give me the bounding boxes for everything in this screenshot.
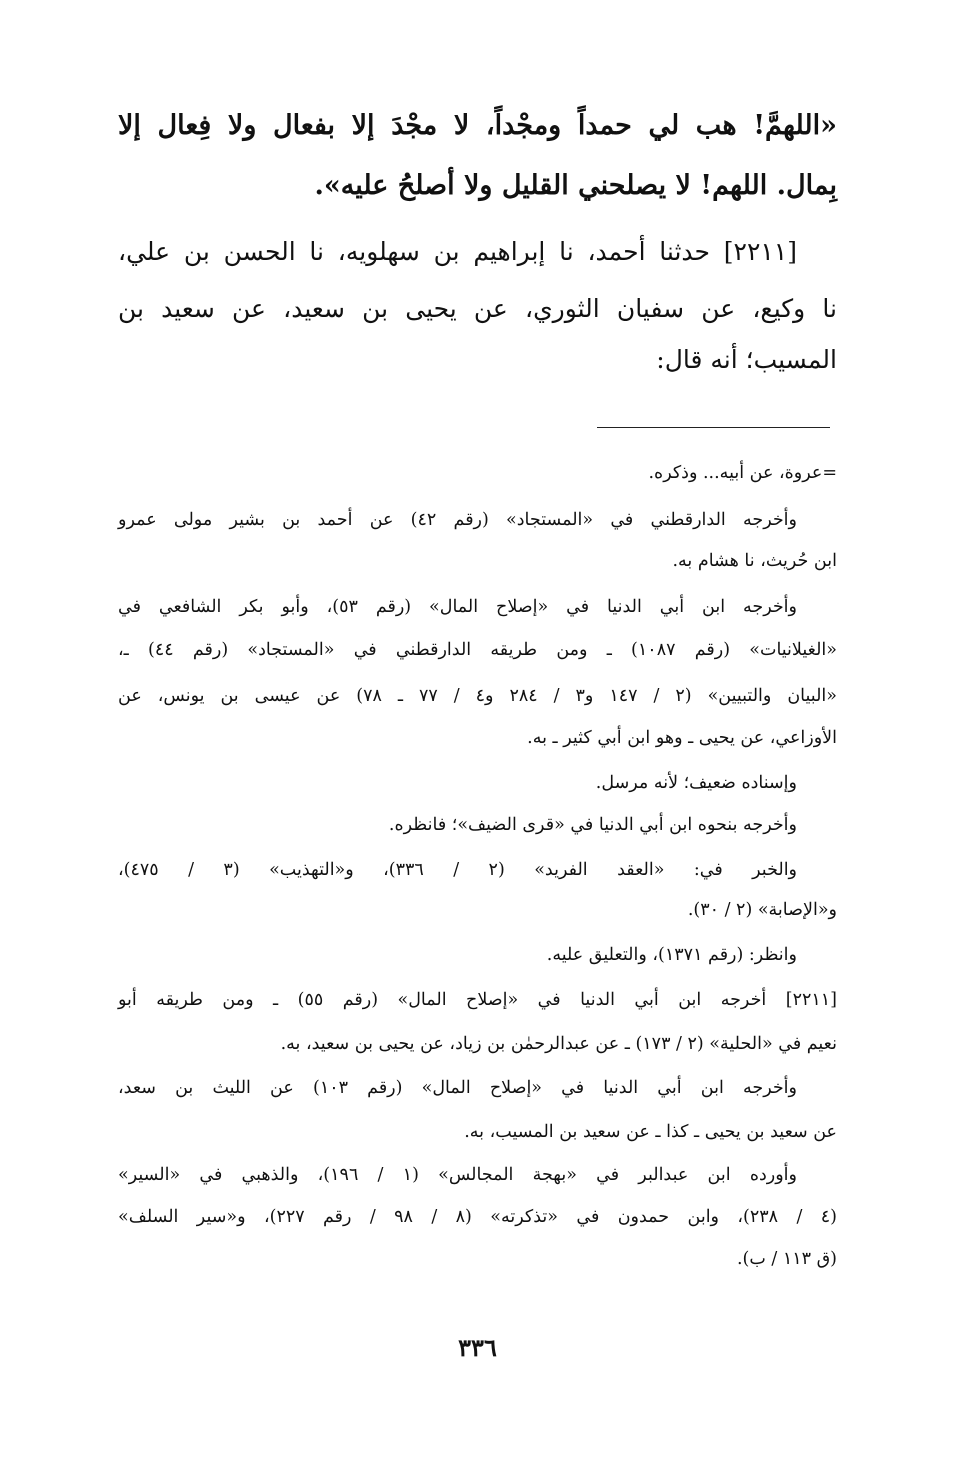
footnote-line: وأورده ابن عبدالبر في «بهجة المجالس» (١ / ١٩٦)، والذهبي في «السير»: [118, 1165, 797, 1185]
footnote-line: وانظر: (رقم ١٣٧١)، والتعليق عليه.: [546, 945, 797, 965]
footnote-line: «الغيلانيات» (رقم ١٠٨٧) ـ ومن طريقه الدارقطني في «المستجاد» (رقم ٤٤) ـ،: [118, 640, 837, 660]
hadith-2211-line-3: المسيب؛ أنه قال:: [656, 345, 837, 374]
footnote-line: ابن حُريث، نا هشام به.: [672, 551, 837, 571]
footnote-line: وإسناده ضعيف؛ لأنه مرسل.: [595, 773, 797, 793]
footnote-line: وأخرجه بنحوه ابن أبي الدنيا في «قرى الضيف»؛ فانظره.: [388, 815, 797, 835]
footnote-line: عن سعيد بن يحيى ـ كذا ـ عن سعيد بن المسيب، به.: [464, 1122, 837, 1142]
footnote-line: وأخرجه الدارقطني في «المستجاد» (رقم ٤٢) عن أحمد بن بشير مولى عمرو: [118, 510, 797, 530]
footnote-line: نعيم في «الحلية» (٢ / ١٧٣) ـ عن عبدالرحمٰن بن زياد، عن يحيى بن سعيد، به.: [280, 1034, 837, 1054]
hadith-2211-line-2: نا وكيع، عن سفيان الثوري، عن يحيى بن سعيد، عن سعيد بن: [118, 294, 837, 323]
footnote-line: والخبر في: «العقد الفريد» (٢ / ٣٣٦)، و«التهذيب» (٣ / ٤٧٥)،: [118, 860, 798, 880]
footnote-line: (ق ١١٣ / ب).: [736, 1249, 837, 1269]
footnote-line: «البيان والتبيين» (٢ / ١٤٧ و٣ / ٢٨٤ و٤ / ٧٧ ـ ٧٨) عن عيسى بن يونس، عن: [118, 686, 837, 706]
hadith-2211-line-1: [٢٢١١] حدثنا أحمد، نا إبراهيم بن سهلويه، نا الحسن بن علي،: [118, 237, 797, 266]
footnote-line: وأخرجه ابن أبي الدنيا في «إصلاح المال» (رقم ٥٣)، وأبو بكر الشافعي في: [118, 597, 797, 617]
footnote-2211: [٢٢١١] أخرجه ابن أبي الدنيا في «إصلاح المال» (رقم ٥٥) ـ ومن طريقه أبو: [118, 990, 837, 1010]
footnote-line: (٤ / ٢٣٨)، وابن حمدون في «تذكرته» (٨ / ٩٨ / رقم ٢٢٧)، و«سير السلف»: [118, 1207, 837, 1227]
footnote-line: و«الإصابة» (٢ / ٣٠).: [687, 900, 837, 920]
page-number: ٣٣٦: [458, 1333, 497, 1362]
main-line-2: بِمال. اللهم! لا يصلحني القليل ولا أصلحُ عليه».: [314, 170, 837, 201]
main-line-1: «اللهمَّ! هب لي حمداً ومجْداً، لا مجْدَ إلا بفعال ولا فِعال إلا: [118, 110, 837, 141]
footnote-line: وأخرجه ابن أبي الدنيا في «إصلاح المال» (رقم ١٠٣) عن الليث بن سعد،: [118, 1078, 797, 1098]
footnote-line: =عروة، عن أبيه... وذكره.: [648, 463, 837, 483]
footnote-line: الأوزاعي، عن يحيى ـ وهو ابن أبي كثير ـ به.: [527, 728, 837, 748]
footnote-separator: [597, 427, 830, 428]
